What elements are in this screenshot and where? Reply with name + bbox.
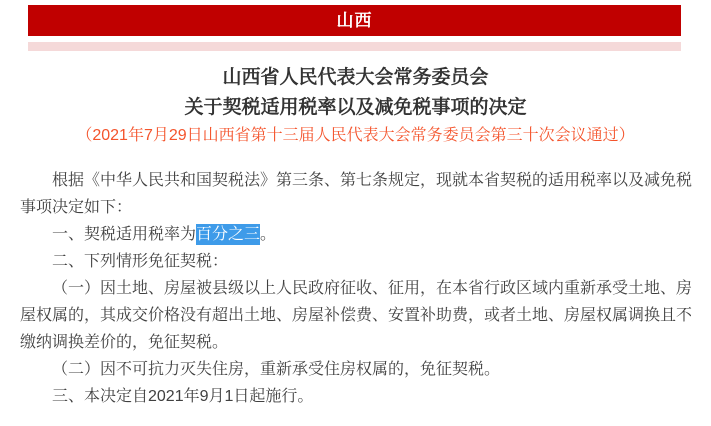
paragraph-exemption-item2: （二）因不可抗力灭失住房，重新承受住房权属的，免征契税。 xyxy=(52,361,501,378)
region-title: 山西 xyxy=(336,11,373,30)
region-header-bar xyxy=(28,5,681,36)
paragraph-tax-rate xyxy=(20,221,692,248)
paragraph-exemption-item1: （一）因土地、房屋被县级以上人民政府征收、征用，在本省行政区域内重新承受土地、房屋权属的，其成交价格没有超出土地、房屋补偿费、安置补助费，或者土地、房屋权属调换且不缴纳调换差价的，免征契税。 xyxy=(20,280,693,351)
paragraph-tax-rate-suffix: 。 xyxy=(260,226,277,243)
document-content xyxy=(0,63,711,410)
paragraph-effective-date: 三、本决定自2021年9月1日起施行。 xyxy=(52,388,314,405)
paragraph-tax-rate-prefix: 一、契税适用税率为 xyxy=(52,226,197,243)
document-subtitle: （2021年7月29日山西省第十三届人民代表大会常务委员会第三十次会议通过） xyxy=(76,127,635,144)
paragraph-exemption-intro: 二、下列情形免征契税： xyxy=(52,253,229,270)
paragraph-basis: 根据《中华人民共和国契税法》第三条、第七条规定，现就本省契税的适用税率以及减免税事项决定如下： xyxy=(20,172,693,216)
header-accent-strip xyxy=(28,42,681,51)
document-title-line2: 关于契税适用税率以及减免税事项的决定 xyxy=(184,97,527,118)
document-body xyxy=(0,167,711,410)
selected-text-highlight: 百分之三 xyxy=(196,226,261,243)
document-title-line1: 山西省人民代表大会常务委员会 xyxy=(222,67,489,88)
